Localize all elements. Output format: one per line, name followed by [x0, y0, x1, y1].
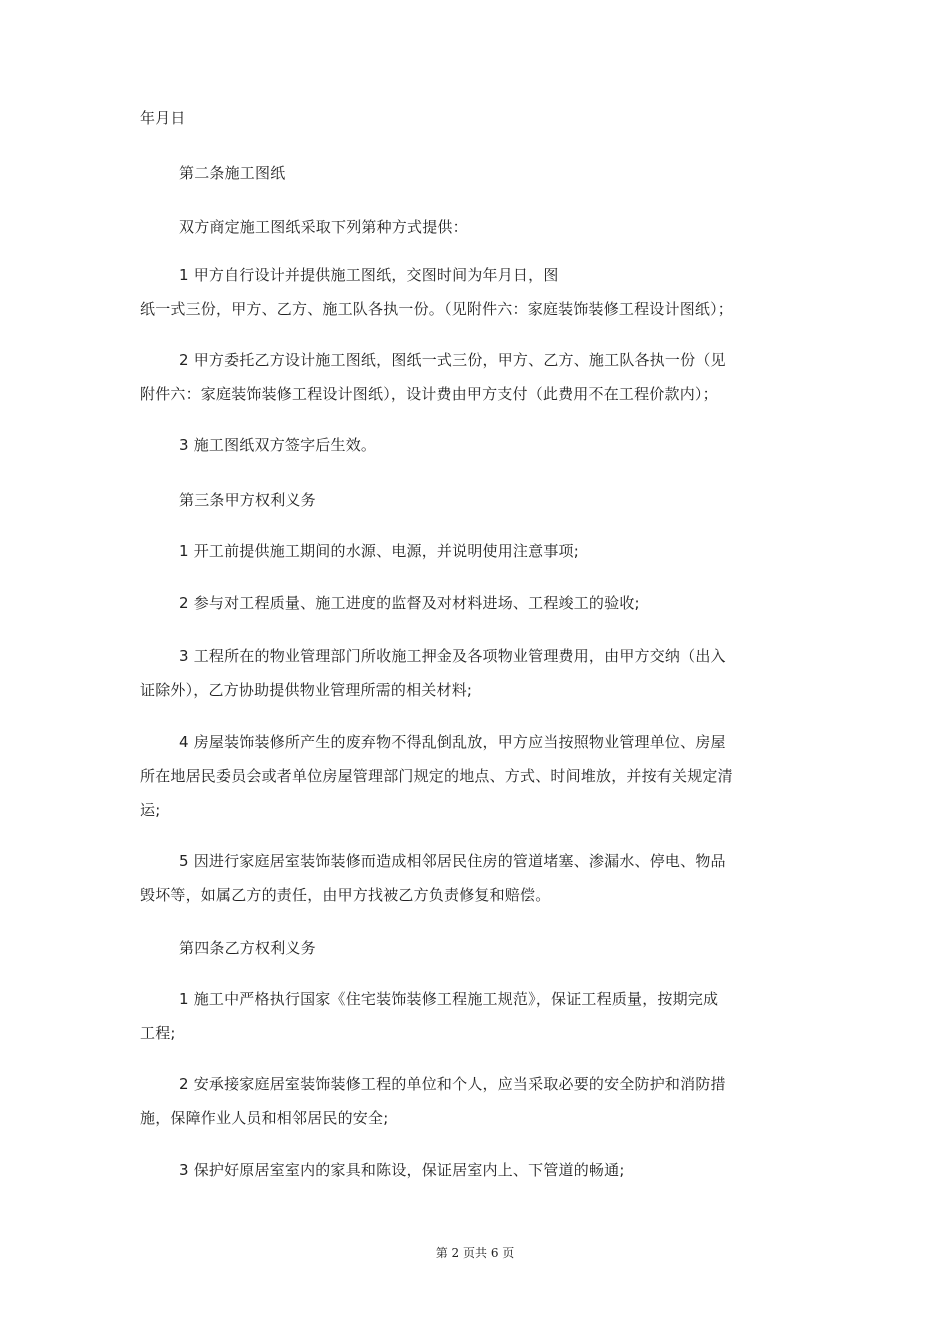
- paragraph-line: 2 参与对工程质量、施工进度的监督及对材料进场、工程竣工的验收;: [179, 594, 640, 612]
- section-heading-4: 第四条乙方权利义务: [179, 939, 316, 957]
- paragraph-line: 施，保障作业人员和相邻居民的安全;: [140, 1109, 389, 1127]
- paragraph-line: 1 开工前提供施工期间的水源、电源，并说明使用注意事项;: [179, 542, 579, 560]
- paragraph-line: 证除外），乙方协助提供物业管理所需的相关材料;: [140, 681, 473, 699]
- paragraph-line: 3 施工图纸双方签字后生效。: [179, 436, 377, 454]
- paragraph-line: 运;: [140, 801, 161, 819]
- paragraph-line: 2 安承接家庭居室装饰装修工程的单位和个人，应当采取必要的安全防护和消防措: [179, 1075, 726, 1093]
- section-heading-3: 第三条甲方权利义务: [179, 491, 316, 509]
- paragraph-line: 所在地居民委员会或者单位房屋管理部门规定的地点、方式、时间堆放，并按有关规定清: [140, 767, 733, 785]
- paragraph-line: 毁坏等，如属乙方的责任，由甲方找被乙方负责修复和赔偿。: [140, 886, 551, 904]
- paragraph-line: 工程;: [140, 1024, 176, 1042]
- paragraph-line: 4 房屋装饰装修所产生的废弃物不得乱倒乱放，甲方应当按照物业管理单位、房屋: [179, 733, 726, 751]
- paragraph-line: 3 保护好原居室室内的家具和陈设，保证居室内上、下管道的畅通;: [179, 1161, 625, 1179]
- paragraph-line: 1 甲方自行设计并提供施工图纸，交图时间为年月日，图: [179, 266, 559, 284]
- paragraph-line: 2 甲方委托乙方设计施工图纸，图纸一式三份，甲方、乙方、施工队各执一份（见: [179, 351, 726, 369]
- date-line: 年月日: [140, 109, 186, 127]
- page-number: 第 2 页共 6 页: [435, 1246, 515, 1260]
- paragraph-line: 纸一式三份，甲方、乙方、施工队各执一份。（见附件六：家庭装饰装修工程设计图纸）；: [140, 300, 734, 318]
- paragraph-line: 1 施工中严格执行国家《住宅装饰装修工程施工规范》，保证工程质量，按期完成: [179, 990, 719, 1008]
- paragraph-line: 附件六：家庭装饰装修工程设计图纸），设计费由甲方支付（此费用不在工程价款内）；: [140, 385, 718, 403]
- section-heading-2: 第二条施工图纸: [179, 164, 286, 182]
- paragraph-line: 双方商定施工图纸采取下列第种方式提供：: [179, 218, 468, 236]
- paragraph-line: 5 因进行家庭居室装饰装修而造成相邻居民住房的管道堵塞、渗漏水、停电、物品: [179, 852, 726, 870]
- paragraph-line: 3 工程所在的物业管理部门所收施工押金及各项物业管理费用，由甲方交纳（出入: [179, 647, 726, 665]
